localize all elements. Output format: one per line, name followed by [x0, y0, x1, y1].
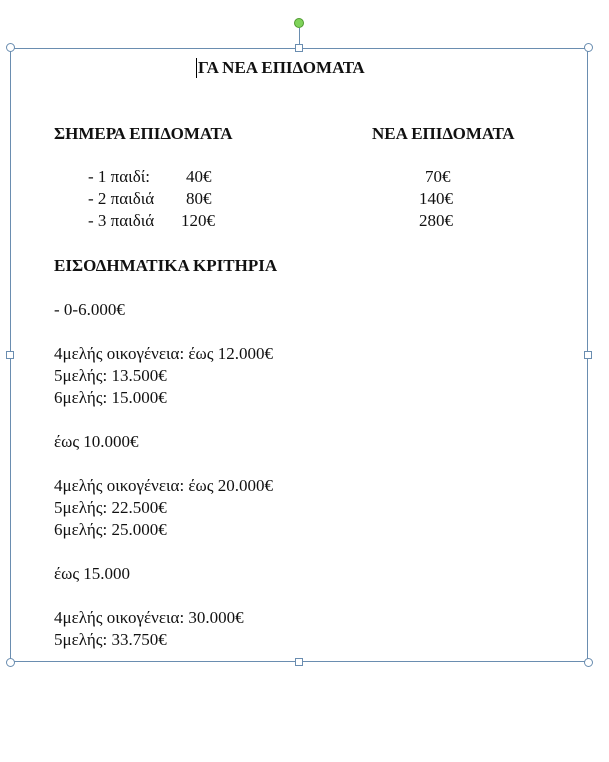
income-line: 4μελής οικογένεια: έως 12.000€ [54, 344, 273, 363]
income-criteria-header: ΕΙΣΟΔΗΜΑΤΙΚΑ ΚΡΙΤΗΡΙΑ [54, 256, 278, 275]
resize-handle-bottom[interactable] [295, 658, 303, 666]
row-current-value: 80€ [186, 189, 212, 208]
income-line: 6μελής: 15.000€ [54, 388, 167, 407]
income-line: 4μελής οικογένεια: 30.000€ [54, 608, 244, 627]
current-benefits-header: ΣΗΜΕΡΑ ΕΠΙΔΟΜΑΤΑ [54, 124, 233, 143]
new-benefits-header: ΝΕΑ ΕΠΙΔΟΜΑΤΑ [372, 124, 515, 143]
income-line: έως 10.000€ [54, 432, 139, 451]
row-new-value: 140€ [419, 189, 453, 208]
row-current-value: 120€ [181, 211, 215, 230]
resize-handle-bottom-right[interactable] [584, 658, 593, 667]
income-line: έως 15.000 [54, 564, 131, 583]
row-label: - 2 παιδιά [88, 189, 155, 208]
resize-handle-top-right[interactable] [584, 43, 593, 52]
text-cursor [196, 58, 197, 78]
rotation-handle-icon[interactable] [294, 18, 304, 28]
resize-handle-top-left[interactable] [6, 43, 15, 52]
row-label: - 1 παιδί: [88, 167, 151, 186]
row-current-value: 40€ [186, 167, 212, 186]
income-line: 5μελής: 33.750€ [54, 630, 167, 649]
income-line: 5μελής: 13.500€ [54, 366, 167, 385]
row-new-value: 280€ [419, 211, 453, 230]
document-title: ΓΑ ΝΕΑ ΕΠΙΔΟΜΑΤΑ [198, 58, 365, 77]
row-new-value: 70€ [425, 167, 451, 186]
resize-handle-bottom-left[interactable] [6, 658, 15, 667]
resize-handle-left[interactable] [6, 351, 14, 359]
row-label: - 3 παιδιά [88, 211, 155, 230]
income-line: 4μελής οικογένεια: έως 20.000€ [54, 476, 273, 495]
resize-handle-right[interactable] [584, 351, 592, 359]
income-line: 5μελής: 22.500€ [54, 498, 167, 517]
income-line: - 0-6.000€ [54, 300, 125, 319]
income-line: 6μελής: 25.000€ [54, 520, 167, 539]
resize-handle-top[interactable] [295, 44, 303, 52]
